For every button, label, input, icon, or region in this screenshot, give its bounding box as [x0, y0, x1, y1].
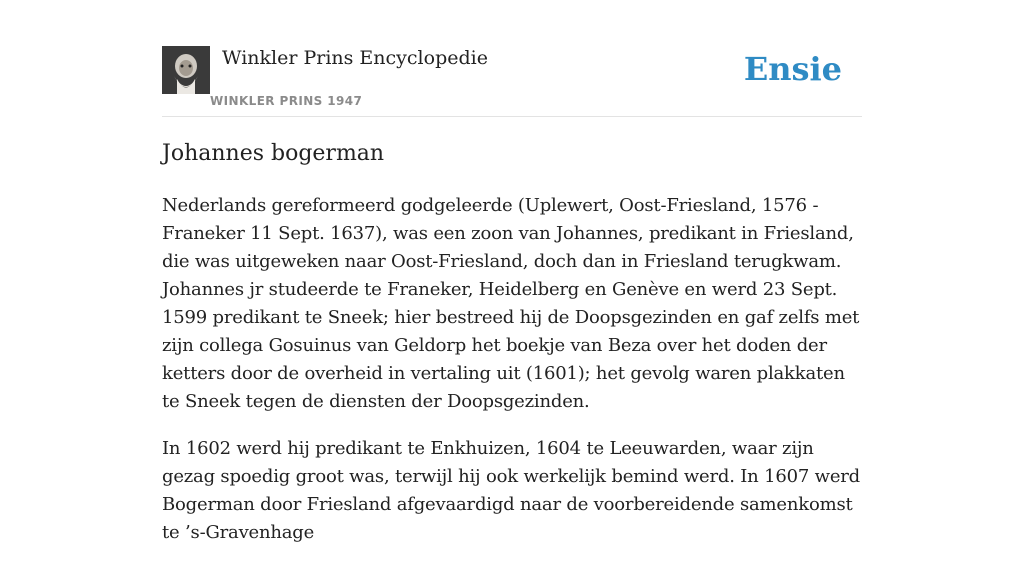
ensie-logo-link[interactable]: Ensie	[743, 50, 842, 88]
site-title-link[interactable]: Winkler Prins Encyclopedie	[222, 47, 488, 69]
article	[162, 138, 862, 566]
portrait-avatar-icon[interactable]	[162, 46, 210, 94]
site-header	[162, 46, 862, 117]
article-paragraph-1: Nederlands gereformeerd godgeleerde (Uplewert, Oost-Friesland, 1576 - Franeker 11 Sept. 1637), was een zoon van Johannes, predikant in Friesland, die was uitgeweken naar Oost-Friesland, doch dan in Friesland terugkwam. Johannes jr studeerde te Franeker, Heidelberg en Genève en werd 23 Sept. 1599 predikant te Sneek; hier bestreed hij de Doopsgezinden en gaf zelfs met zijn collega Gosuinus van Geldorp het boekje van Beza over het doden der ketters door de overheid in vertaling uit (1601); het gevolg waren plakkaten te Sneek tegen de diensten der Doopsgezinden.	[162, 195, 860, 412]
article-paragraph-2: In 1602 werd hij predikant te Enkhuizen, 1604 te Leeuwarden, waar zijn gezag spoedig groot was, terwijl hij ook werkelijk bemind werd. In 1607 werd Bogerman door Friesland afgevaardigd naar de voorbereidende samenkomst te ’s-Gravenhage	[162, 438, 861, 543]
site-subtitle: WINKLER PRINS 1947	[210, 94, 363, 108]
article-title: Johannes bogerman	[162, 141, 385, 166]
